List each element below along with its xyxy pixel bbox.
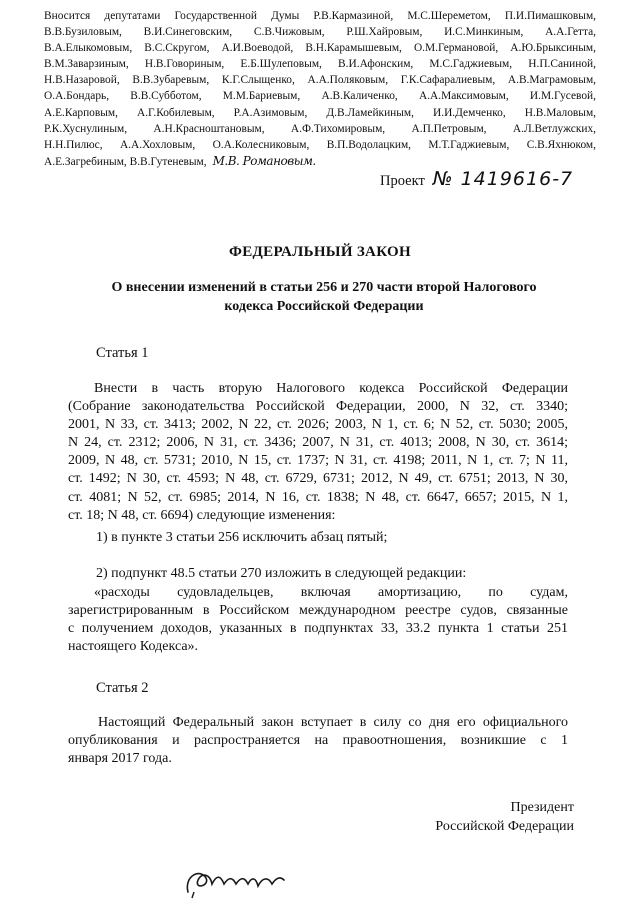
article-2-text-line: января 2017 года. [68, 751, 172, 767]
law-subtitle-line: О внесении изменений в статьи 256 и 270 части второй Налогового [111, 280, 537, 295]
handwritten-author: М.В. Романовым. [212, 153, 316, 168]
project-number [380, 168, 573, 190]
article-2-text-line: опубликования и распространяется на правоотношения, возникшие с 1 [68, 733, 568, 749]
article-1-item-1: 1) в пункте 3 статьи 256 исключить абзац пятый; [96, 530, 388, 545]
article-1-intro-line: Внести в часть вторую Налогового кодекса Российской Федерации [94, 381, 568, 396]
authors-line: В.А.Елыкомовым, В.С.Скругом, А.И.Воеводой, В.Н.Карамышевым, О.М.Германовой, А.Ю.Брыксиным, [44, 42, 596, 55]
authors-line: О.А.Бондарь, В.В.Субботом, М.М.Бариевым, А.В.Каличенко, А.А.Максимовым, И.М.Гусевой, [44, 90, 596, 103]
authors-line: А.Е.Карповым, А.Г.Кобилевым, Р.А.Азимовым, Д.В.Ламейкиным, И.И.Демченко, Н.В.Маловым, [44, 106, 596, 119]
article-1-intro-line: ст. 1492; N 30, ст. 4593; N 48, ст. 6729, 6731; 2012, N 49, ст. 6751; 2013, N 30, [68, 471, 568, 487]
article-1-quote-line: с получением доходов, указанных в подпунктах 33, 33.2 пункта 1 статьи 251 [68, 621, 568, 637]
authors-line: В.В.Бузиловым, В.И.Синеговским, С.В.Чижовым, Р.Ш.Хайровым, И.С.Минкиным, А.А.Гетта, [44, 26, 596, 39]
law-subtitle-line: кодекса Российской Федерации [224, 299, 424, 314]
article-1-intro-line: 2009, N 48, ст. 5731; 2010, N 15, ст. 1737; N 31, ст. 4198; 2011, N 1, ст. 7; N 11, [68, 453, 568, 469]
article-1-intro-line: 2001, N 33, ст. 3413; 2002, N 22, ст. 2026; 2003, N 1, ст. 6; N 52, ст. 5030; 2005, [68, 417, 568, 433]
article-2-text [68, 714, 568, 768]
authors-line: Вносится депутатами Государственной Думы Р.В.Кармазиной, М.С.Шереметом, П.И.Пимашковым, [44, 10, 596, 22]
authors-line: Р.К.Хуснулиным, А.Н.Красноштановым, А.Ф.Тихомировым, А.П.Петровым, А.Л.Ветлужских, [44, 122, 596, 135]
authors-line: В.М.Заварзиным, Н.В.Говориным, Е.Б.Шулеповым, В.И.Афонским, М.С.Гаджиевым, Н.П.Саниной, [44, 58, 596, 71]
president-title: Российской Федерации [435, 819, 574, 834]
article-1-intro-line: ст. 18; N 48, ст. 6694) следующие изменения: [68, 507, 336, 523]
authors-line-text: А.Е.Загребиным, В.В.Гутеневым, [44, 155, 207, 168]
article-1-intro-line: (Собрание законодательства Российской Федерации, 2000, N 32, ст. 3340; [68, 399, 568, 415]
article-1-quote-line: «расходы судовладельцев, включая амортизацию, по судам, [94, 585, 568, 600]
project-number-handwritten: № 1419616-7 [432, 168, 574, 190]
president-title: Президент [510, 800, 574, 815]
handwritten-signature [180, 862, 300, 902]
article-1-intro-line: N 24, ст. 2312; 2006, N 31, ст. 3436; 2007, N 31, ст. 4013; 2008, N 30, ст. 3614; [68, 435, 568, 451]
article-1-quote [68, 584, 568, 656]
law-title: ФЕДЕРАЛЬНЫЙ ЗАКОН [229, 244, 411, 260]
article-1-heading: Статья 1 [96, 345, 149, 361]
authors-line: Н.В.Назаровой, В.В.Зубаревым, К.Г.Слыщенко, А.А.Поляковым, Г.К.Сафаралиевым, А.В.Маграмовым, [44, 74, 596, 87]
authors-block [44, 8, 596, 170]
law-subtitle [92, 278, 556, 316]
article-1-quote-line: зарегистрированным в Российском международном реестре судов, связанные [68, 603, 568, 619]
article-2-text-line: Настоящий Федеральный закон вступает в силу со дня его официального [98, 715, 568, 730]
article-1-quote-line: настоящего Кодекса». [68, 639, 199, 655]
article-1-item-2: 2) подпункт 48.5 статьи 270 изложить в следующей редакции: [96, 566, 467, 581]
article-1-intro-line: ст. 4081; N 52, ст. 6985; 2014, N 16, ст. 1838; N 48, ст. 6647, 6657; 2015, N 1, [68, 489, 568, 505]
article-2-heading: Статья 2 [96, 680, 149, 696]
authors-line: Н.Н.Пилюс, А.А.Хохловым, О.А.Колесниковым, В.П.Водолацким, М.Т.Гаджиевым, С.В.Яхнюком, [44, 138, 596, 151]
article-1-intro [68, 380, 568, 525]
project-label: Проект [380, 173, 425, 189]
president-signature-block [435, 798, 574, 836]
